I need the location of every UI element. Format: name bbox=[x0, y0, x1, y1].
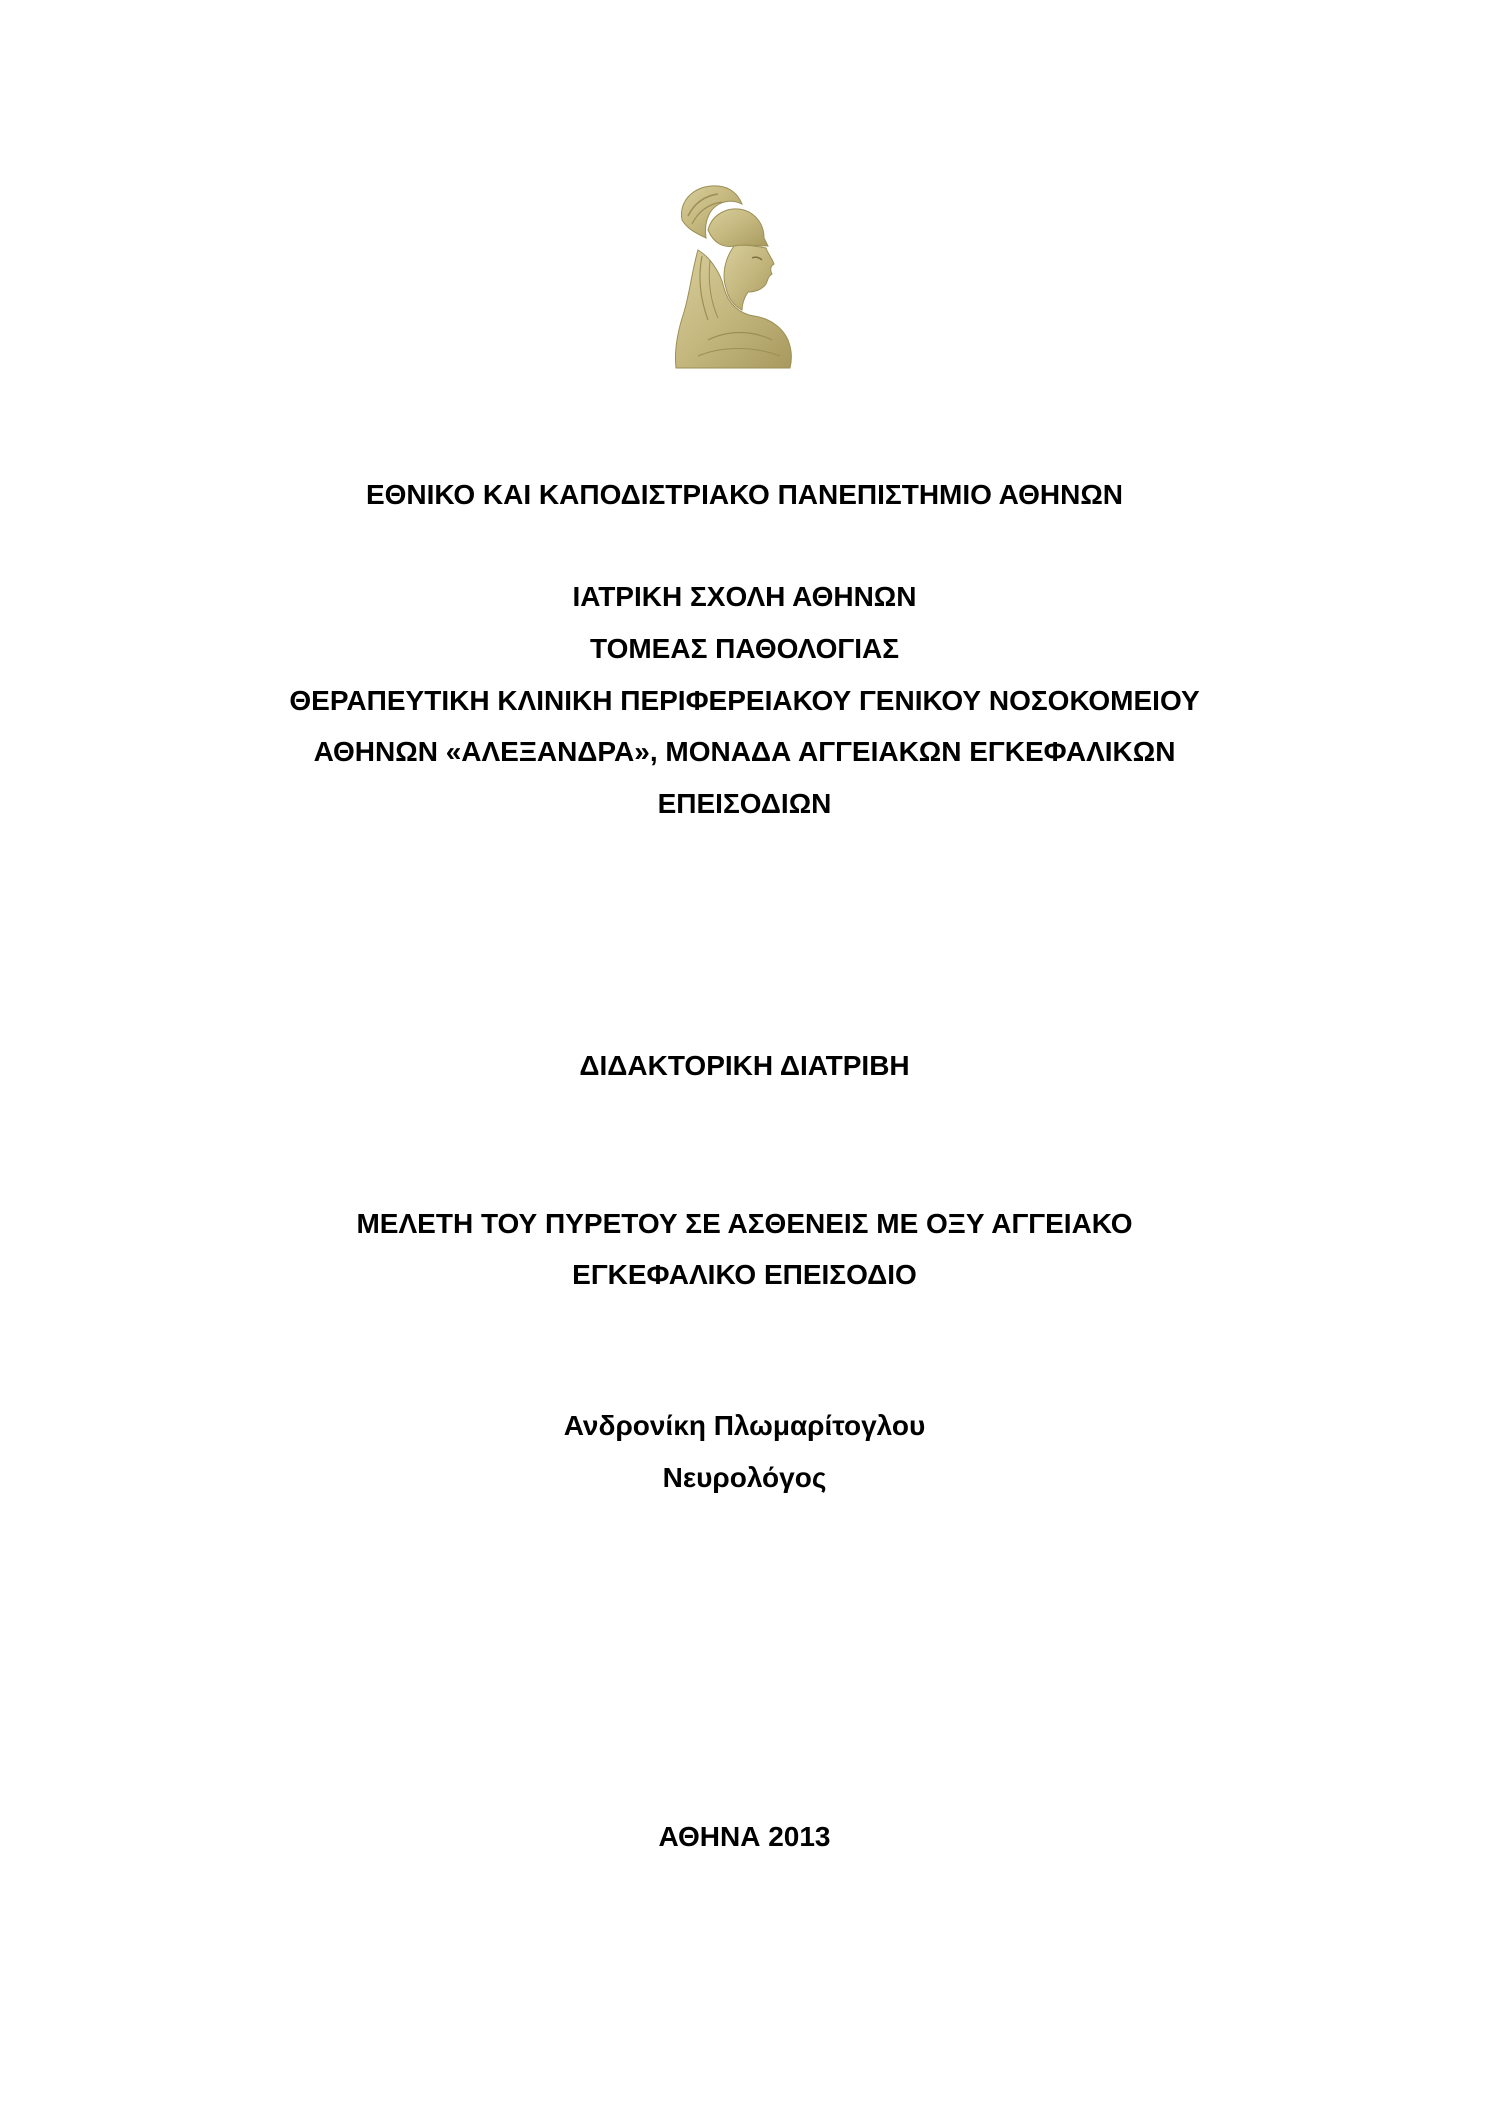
clinic-name-line-2: ΑΘΗΝΩΝ «ΑΛΕΞΑΝΔΡΑ», ΜΟΝΑΔΑ ΑΓΓΕΙΑΚΩΝ ΕΓΚΕΦΑΛΙΚΩΝ bbox=[313, 736, 1176, 767]
thesis-title-line-1: ΜΕΛΕΤΗ ΤΟΥ ΠΥΡΕΤΟΥ ΣΕ ΑΣΘΕΝΕΙΣ ΜΕ ΟΞΥ ΑΓΓΕΙΑΚΟ bbox=[356, 1208, 1133, 1239]
author-role: Νευρολόγος bbox=[662, 1462, 827, 1493]
thesis-title-line-2: ΕΓΚΕΦΑΛΙΚΟ ΕΠΕΙΣΟΔΙΟ bbox=[572, 1259, 917, 1290]
place-and-year: ΑΘΗΝΑ 2013 bbox=[658, 1821, 831, 1852]
document-type: ΔΙΔΑΚΤΟΡΙΚΗ ΔΙΑΤΡΙΒΗ bbox=[579, 1050, 910, 1081]
university-name: ΕΘΝΙΚΟ ΚΑΙ ΚΑΠΟΔΙΣΤΡΙΑΚΟ ΠΑΝΕΠΙΣΤΗΜΙΟ ΑΘΗΝΩΝ bbox=[365, 479, 1124, 510]
author-name: Ανδρονίκη Πλωμαρίτογλου bbox=[563, 1410, 926, 1441]
clinic-name-line-3: ΕΠΕΙΣΟΔΙΩΝ bbox=[657, 788, 832, 819]
sector-name: ΤΟΜΕΑΣ ΠΑΘΟΛΟΓΙΑΣ bbox=[589, 633, 899, 664]
athena-head-emblem-icon bbox=[668, 180, 798, 370]
clinic-name-line-1: ΘΕΡΑΠΕΥΤΙΚΗ ΚΛΙΝΙΚΗ ΠΕΡΙΦΕΡΕΙΑΚΟΥ ΓΕΝΙΚΟΥ ΝΟΣΟΚΟΜΕΙΟΥ bbox=[289, 685, 1200, 716]
school-name: ΙΑΤΡΙΚΗ ΣΧΟΛΗ ΑΘΗΝΩΝ bbox=[572, 581, 917, 612]
